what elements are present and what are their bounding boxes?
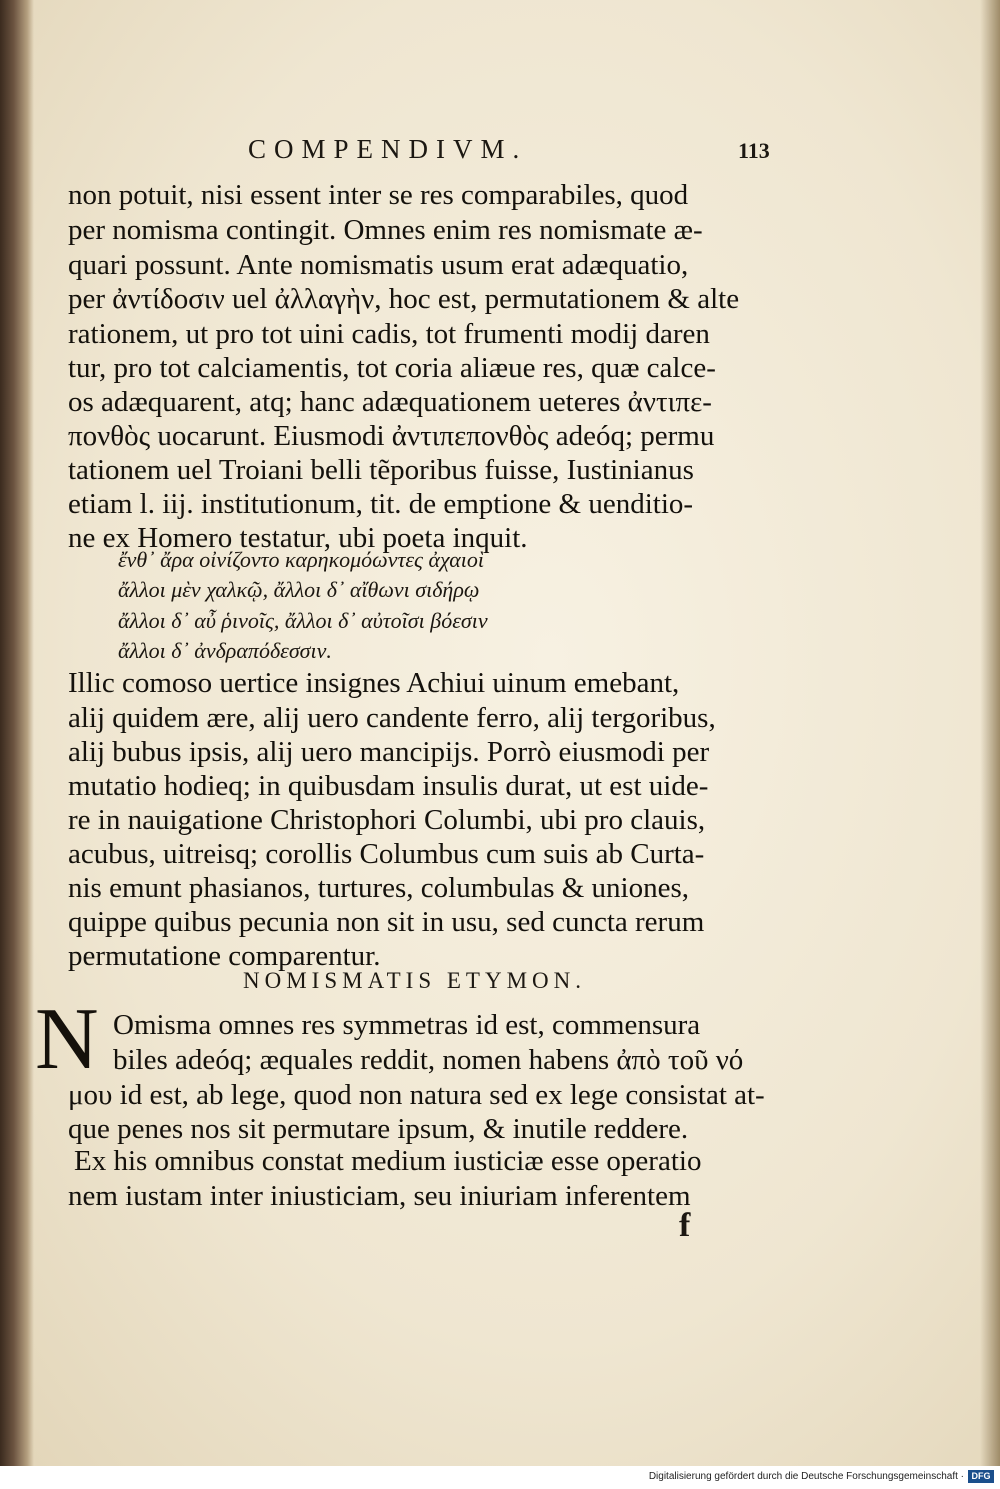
text-line: nis emunt phasianos, turtures, columbulas & uniones, <box>68 872 690 904</box>
text-line: per ἀντίδοσιν uel ἀλλαγὴν, hoc est, permutationem & alte <box>68 283 740 315</box>
text-line: πονθὸς uocarunt. Eiusmodi ἀντιπεπονθὸς adeóq; permu <box>68 420 715 452</box>
page-spine-shadow <box>0 0 34 1466</box>
greek-verse-line: ἄλλοι δ᾽ ἀνδραπόδεσσιν. <box>118 638 332 663</box>
drop-cap: N <box>35 991 99 1088</box>
signature-mark: f <box>679 1207 691 1244</box>
text-line: permutatione comparentur. <box>68 940 381 972</box>
running-head: COMPENDIVM. <box>248 134 528 164</box>
greek-verse-line: ἄλλοι μὲν χαλκῷ, ἄλλοι δ᾽ αἴθωνι σιδήρῳ <box>118 577 480 602</box>
text-line: alij bubus ipsis, alij uero mancipijs. Porrò eiusmodi per <box>68 736 710 768</box>
text-line: μου id est, ab lege, quod non natura sed ex lege consistat at- <box>68 1079 765 1111</box>
text-line: nem iustam inter iniusticiam, seu iniuriam inferentem <box>68 1180 691 1212</box>
text-line: mutatio hodieq; in quibusdam insulis durat, ut est uide- <box>68 770 709 802</box>
footer-bar <box>0 1466 1000 1489</box>
text-line: os adæquarent, atq; hanc adæquationem ueteres ἀντιπε- <box>68 386 712 418</box>
text-line: per nomisma contingit. Omnes enim res nomismate æ- <box>68 214 703 246</box>
text-line: re in nauigatione Christophori Columbi, ubi pro clauis, <box>68 804 706 836</box>
text-line: alij quidem ære, alij uero candente ferro, alij tergoribus, <box>68 702 716 734</box>
footer-credit: Digitalisierung gefördert durch die Deutsche Forschungsgemeinschaft · <box>648 1471 964 1482</box>
page-edge-shadow <box>980 0 1000 1466</box>
text-line: acubus, uitreisq; corollis Columbus cum suis ab Curta- <box>68 838 705 870</box>
text-line: que penes nos sit permutare ipsum, & inutile reddere. <box>68 1113 689 1145</box>
dfg-logo-icon: DFG <box>968 1470 994 1483</box>
text-line: tationem uel Troiani belli tẽporibus fuisse, Iustinianus <box>68 454 694 486</box>
greek-verse-line: ἔνθ᾽ ἄρα οἰνίζοντο καρηκομόωντες ἀχαιοὶ <box>118 547 484 572</box>
text-line: non potuit, nisi essent inter se res comparabiles, quod <box>68 179 689 211</box>
greek-verse-line: ἄλλοι δ᾽ αὖ ῥινοῖς, ἄλλοι δ᾽ αὐτοῖσι βόεσιν <box>118 608 488 633</box>
text-line: biles adeóq; æquales reddit, nomen habens ἀπὸ τοῦ νό <box>113 1044 744 1076</box>
text-line: Illic comoso uertice insignes Achiui uinum emebant, <box>68 667 680 699</box>
text-line: tur, pro tot calciamentis, tot coria aliæue res, quæ calce- <box>68 352 716 384</box>
text-line: quari possunt. Ante nomismatis usum erat adæquatio, <box>68 249 689 281</box>
text-line: ne ex Homero testatur, ubi poeta inquit. <box>68 522 528 554</box>
section-heading: NOMISMATIS ETYMON. <box>243 968 587 993</box>
text-line: Omisma omnes res symmetras id est, commensura <box>113 1009 701 1041</box>
text-line: etiam l. iij. institutionum, tit. de emptione & uenditio- <box>68 488 694 520</box>
text-line: Ex his omnibus constat medium iusticiæ esse operatio <box>74 1145 702 1177</box>
text-line: quippe quibus pecunia non sit in usu, sed cuncta rerum <box>68 906 705 938</box>
text-line: rationem, ut pro tot uini cadis, tot frumenti modij daren <box>68 318 710 350</box>
folio-number: 113 <box>738 138 770 163</box>
